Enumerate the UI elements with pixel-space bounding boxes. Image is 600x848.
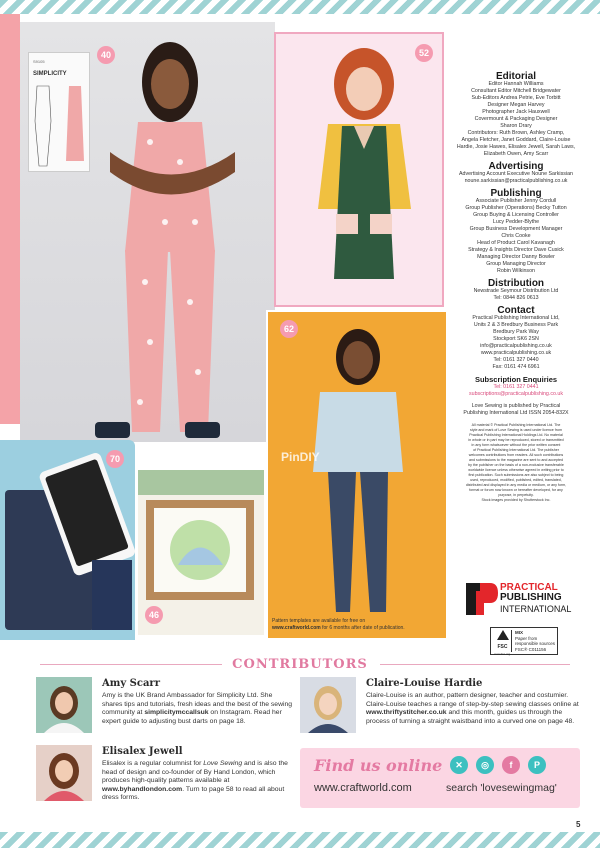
editorial-line: Hardie, Josie Hawes, Elisalex Jewell, Sarah Laws,	[456, 144, 576, 150]
find-us-online-panel	[300, 748, 580, 808]
publishing-line: Chris Cooke	[501, 233, 531, 239]
legal-text: All material © Practical Publishing International Ltd. The style and mark of Love Sewing is used under licence from Practical Publishing International Holdings Ltd. No material in whole or in part may be reproduced, stored or transmitted in any form whatsoever without the prior written consent of Practical Publishing International Ltd. The publisher welcomes contributions from readers. All such contributions and submissions to the magazine are sent to and accepted by the publisher on the basis of a non-exclusive transferable worldwide licence unless otherwise agreed in writing prior to first publication. Such submissions are also subject to being used, reproduced, modified, published, edited, translated, distributed and displayed in any media or medium, or any form, format or forum now known or hereafter developed, for any purpose, in perpetuity. Stock images provided by Shutterstock Inc.	[465, 423, 567, 502]
editorial-line: Consultant Editor Mitchell Bridgewater	[471, 88, 561, 94]
publishing-line: Group Managing Director	[486, 261, 546, 267]
editorial-line: Sharon Drary	[500, 123, 532, 129]
contact-line: Stockport SK6 2SN	[493, 336, 539, 342]
bottom-stripe	[0, 832, 600, 848]
masthead	[448, 68, 584, 503]
page-badge-70: 70	[106, 450, 124, 468]
publishing-line: Robin Wilkinson	[497, 268, 535, 274]
editorial-line: Contributors: Ruth Brown, Ashley Cramp,	[467, 130, 565, 136]
pattern-code: S9105	[33, 59, 45, 64]
publishing-line: Head of Product Carol Kavanagh	[477, 240, 555, 246]
editorial-line: Photographer Jack Hauxwell	[482, 109, 550, 115]
publishing-line: Managing Director Danny Bowler	[477, 254, 555, 260]
contact-line: Tel: 0161 327 0440	[493, 357, 539, 363]
twitter-icon[interactable]: ✕	[450, 756, 468, 774]
page-number: 5	[576, 820, 581, 829]
find-us-title: Find us online	[314, 756, 443, 775]
advertising-line: Advertising Account Executive Noune Sarkissian	[459, 171, 573, 177]
contributor-claire-louise	[366, 678, 584, 726]
contributor-bio: Elisalex is a regular columnist for Love Sewing and is also the head of design and co-founder of By Hand London, which produces high-quality patterns available at www.byhandlondon.com. Turn to page 58 to read all about dress forms.	[102, 760, 288, 802]
contributor-amy	[102, 678, 294, 726]
publishing-line: Strategy & Insights Director Dave Cusick	[468, 247, 564, 253]
editorial-heading: Editorial	[495, 71, 536, 82]
amy-instagram-link[interactable]: simplicitymccallsuk	[144, 709, 209, 717]
contributors-heading: CONTRIBUTORS	[0, 657, 600, 672]
contributor-bio: Claire-Louise is an author, pattern designer, teacher and costumier. Claire-Louise teaches a range of step-by-step sewing classes online at www.thriftystitcher.co.uk and this month, guides us through the process of turning a straight waistband into a curved one on page 48.	[366, 692, 579, 725]
claire-website-link[interactable]: www.thriftystitcher.co.uk	[366, 709, 447, 717]
publishing-line: Group Publisher (Operations) Becky Tutton	[465, 205, 567, 211]
editorial-line: Sub-Editors Andrea Petrie, Eve Torbitt	[471, 95, 561, 101]
contributor-name: Elisalex Jewell	[102, 746, 183, 757]
advertising-email[interactable]: noune.sarkissian@practicalpublishing.co.uk	[464, 178, 568, 184]
pinterest-icon[interactable]: P	[528, 756, 546, 774]
caption-site-link[interactable]: www.craftworld.com	[272, 625, 321, 631]
publishing-line: Group Buying & Licensing Controller	[473, 212, 559, 218]
pattern-brand: SIMPLICITY	[33, 71, 67, 77]
pink-side-strip	[0, 14, 20, 424]
practical-publishing-logo: PRACTICAL PUBLISHING INTERNATIONAL	[466, 582, 586, 616]
subscription-email[interactable]: subscriptions@practicalpublishing.co.uk	[469, 391, 563, 397]
page-badge-46: 46	[145, 606, 163, 624]
avatar-elisalex-jewell	[36, 745, 92, 801]
publishing-line: Group Business Development Manager	[469, 226, 563, 232]
search-hint: search 'lovesewingmag'	[446, 782, 557, 794]
pattern-envelope	[28, 52, 90, 172]
avatar-claire-louise-hardie	[300, 677, 356, 733]
distribution-heading: Distribution	[487, 278, 545, 289]
photo-tablet-case	[0, 440, 135, 640]
photo-caption: Pattern templates are available for free on www.craftworld.com for 6 months after date of publication.	[272, 618, 405, 631]
top-stripe	[0, 0, 600, 14]
contact-email[interactable]: info@practicalpublishing.co.uk	[480, 343, 552, 349]
elisalex-website-link[interactable]: www.byhandlondon.com	[102, 785, 183, 793]
publishing-line: Lucy Pedder-Blythe	[492, 219, 540, 225]
page-badge-40: 40	[97, 46, 115, 64]
contact-line: Practical Publishing International Ltd,	[472, 315, 560, 321]
distribution-line: Newstrade Seymour Distribution Ltd	[473, 288, 559, 294]
editorial-line: Designer Megan Harvey	[487, 102, 545, 108]
contributor-name: Claire-Louise Hardie	[366, 678, 483, 689]
craftworld-link[interactable]: www.craftworld.com	[314, 782, 412, 794]
fsc-tree-icon: FSC	[494, 630, 512, 652]
photo-blouse-yellow	[266, 310, 448, 640]
editorial-line: Elizabeth Owen, Amy Scarr	[483, 151, 549, 157]
page-badge-62: 62	[280, 320, 298, 338]
editorial-line: Editor Hannah Williams	[488, 81, 544, 87]
editorial-line: Angela Fletcher, Janet Goddard, Claire-Louise	[461, 137, 571, 143]
distribution-line: Tel: 0844 826 0613	[493, 295, 539, 301]
publisher-line: Publishing International Ltd ISSN 2054-832X	[463, 410, 569, 416]
fsc-logo: FSC MIX Paper from responsible sources FSC® C011156 www.fsc.org	[490, 627, 558, 655]
page-badge-52: 52	[415, 44, 433, 62]
avatar-amy-scarr	[36, 677, 92, 733]
contact-heading: Contact	[497, 305, 535, 316]
contributor-name: Amy Scarr	[102, 678, 160, 689]
subscription-heading: Subscription Enquiries	[474, 375, 558, 384]
contact-line: Units 2 & 3 Bredbury Business Park	[473, 322, 559, 328]
contributor-elisalex	[102, 746, 294, 803]
publishing-heading: Publishing	[490, 188, 542, 199]
contact-website[interactable]: www.practicalpublishing.co.uk	[480, 350, 552, 356]
instagram-icon[interactable]: ◎	[476, 756, 494, 774]
editorial-line: Covermount & Packaging Designer	[474, 116, 558, 122]
advertising-heading: Advertising	[488, 161, 544, 172]
publisher-line: Love Sewing is published by Practical	[471, 403, 561, 409]
watermark: PinDIY	[281, 450, 320, 464]
publishing-line: Associate Publisher Jenny Cordull	[475, 198, 557, 204]
subscription-phone: Tel: 0161 327 0441	[493, 384, 539, 390]
pp-logo-mark	[466, 583, 498, 615]
contact-line: Bredbury Park Way	[493, 329, 539, 335]
facebook-icon[interactable]: f	[502, 756, 520, 774]
photo-green-romper	[274, 32, 444, 307]
contact-line: Fax: 0161 474 6961	[492, 364, 540, 370]
contributor-bio: Amy is the UK Brand Ambassador for Simplicity Ltd. She shares tips and tutorials, fresh ideas and the best of the sewing community at simplicitymccallsuk on Instagram. Read her expert guide to adjusting bust darts on page 18.	[102, 692, 293, 725]
